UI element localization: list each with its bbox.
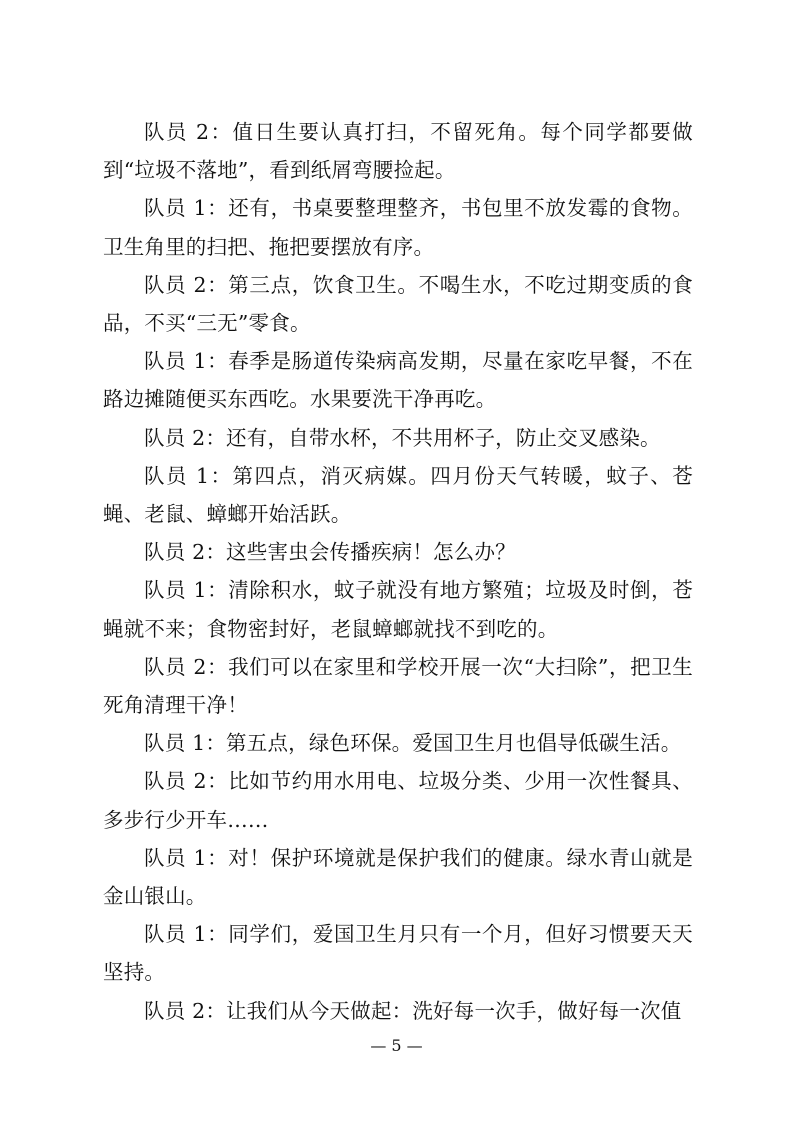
paragraph: 队员 1：对！保护环境就是保护我们的健康。绿水青山就是金山银山。 [103, 845, 693, 909]
paragraph: 队员 2：让我们从今天做起：洗好每一次手，做好每一次值 [144, 998, 682, 1023]
paragraph: 队员 2：值日生要认真打扫，不留死角。每个同学都要做到“垃圾不落地”，看到纸屑弯腰捡起。 [103, 120, 693, 183]
paragraph: 队员 2：这些害虫会传播疾病！怎么办？ [144, 540, 516, 565]
paragraph: 队员 1：春季是肠道传染病高发期，尽量在家吃早餐，不在路边摊随便买东西吃。水果要洗干净再吃。 [103, 349, 693, 412]
paragraph: 队员 2：还有，自带水杯，不共用杯子，防止交叉感染。 [144, 425, 661, 450]
paragraph: 队员 1：清除积水，蚊子就没有地方繁殖；垃圾及时倒，苍蝇就不来；食物密封好，老鼠蟑螂就找不到吃的。 [103, 578, 693, 641]
paragraph: 队员 2：我们可以在家里和学校开展一次“大扫除”，把卫生死角清理干净！ [103, 654, 693, 718]
paragraph: 队员 1：同学们，爱国卫生月只有一个月，但好习惯要天天坚持。 [103, 922, 693, 985]
page-number: — 5 — [370, 1036, 423, 1055]
paragraph: 队员 1：还有，书桌要整理整齐，书包里不放发霉的食物。卫生角里的扫把、拖把要摆放有序。 [103, 196, 693, 259]
paragraph: 队员 1：第四点，消灭病媒。四月份天气转暖，蚊子、苍蝇、老鼠、蟑螂开始活跃。 [103, 463, 693, 527]
document-body [103, 113, 693, 1030]
paragraph: 队员 2：比如节约用水用电、垃圾分类、少用一次性餐具、多步行少开车…… [103, 769, 693, 832]
paragraph: 队员 2：第三点，饮食卫生。不喝生水，不吃过期变质的食品，不买“三无”零食。 [103, 272, 693, 336]
paragraph: 队员 1：第五点，绿色环保。爱国卫生月也倡导低碳生活。 [144, 731, 682, 756]
